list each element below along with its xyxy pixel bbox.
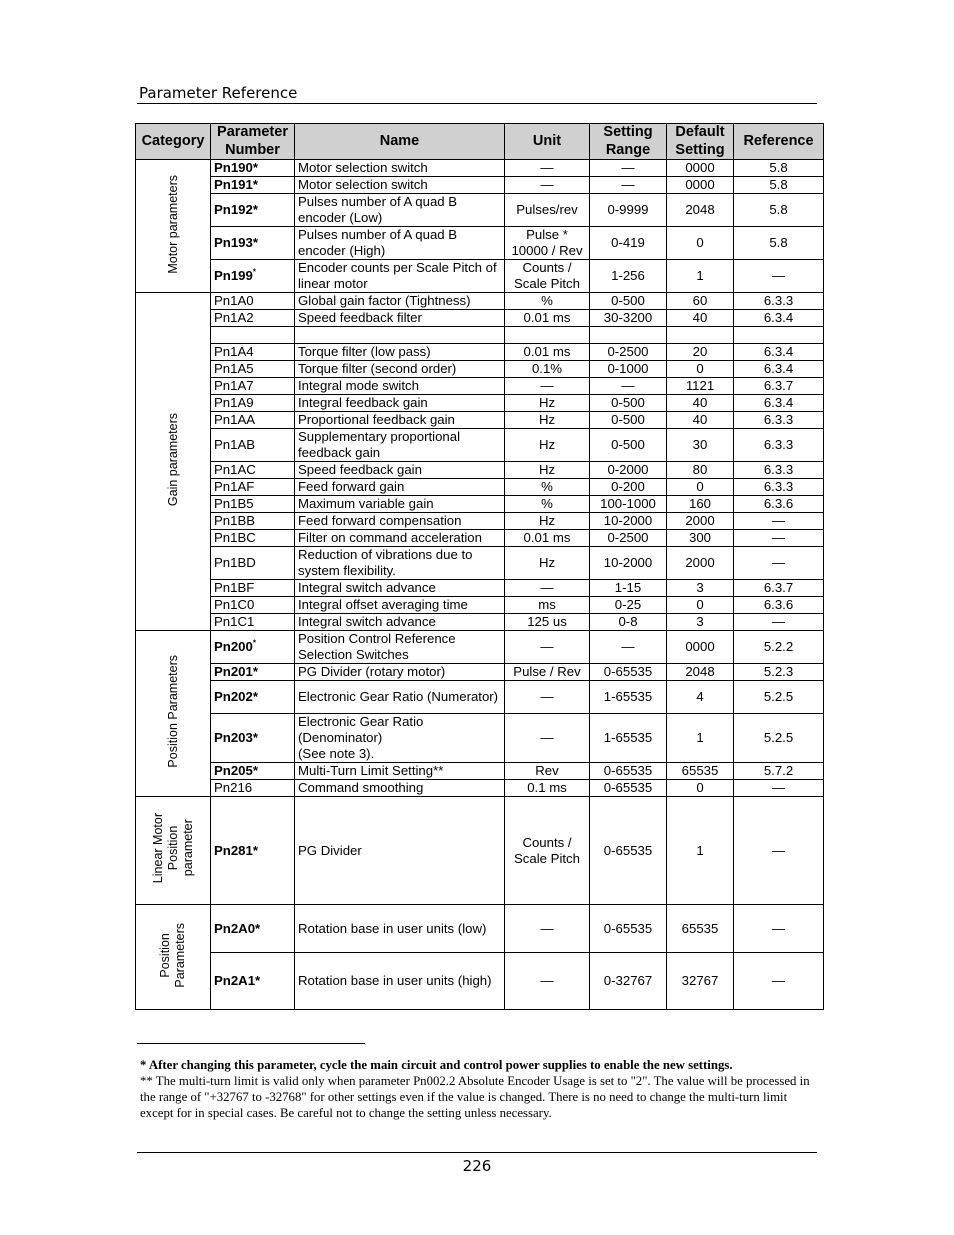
parameter-number-cell [211,361,295,378]
setting-range-cell: 0-419 [590,227,667,260]
parameter-name-cell [295,327,505,344]
default-setting-cell: 0 [667,780,734,797]
table-row [136,681,824,714]
table-row [136,513,824,530]
category-cell [136,905,211,1010]
parameter-number: Pn1A9 [214,395,254,411]
parameter-name-cell: Motor selection switch [295,160,505,177]
footnotes [140,1057,820,1121]
table-row [136,905,824,953]
table-row [136,429,824,462]
table-row [136,953,824,1010]
setting-range-cell: 0-32767 [590,953,667,1010]
parameter-name-cell: Integral mode switch [295,378,505,395]
default-setting-cell: 0000 [667,160,734,177]
default-setting-cell: 0000 [667,177,734,194]
setting-range-cell: — [590,631,667,664]
category-cell [136,631,211,797]
default-setting-cell: 300 [667,530,734,547]
default-setting-cell: 2000 [667,513,734,530]
unit-cell: — [505,631,590,664]
parameter-number: Pn201* [214,664,258,680]
default-setting-cell: 160 [667,496,734,513]
parameter-number-cell [211,327,295,344]
category-label: Position Parameters [165,655,180,768]
table-row [136,361,824,378]
parameter-number: Pn199 [214,268,253,284]
reference-cell: 5.8 [734,160,824,177]
parameter-number-cell [211,378,295,395]
setting-range-cell: 0-25 [590,597,667,614]
setting-range-cell: 30-3200 [590,310,667,327]
reference-cell: 5.2.3 [734,664,824,681]
unit-cell: Hz [505,547,590,580]
unit-cell: 0.01 ms [505,344,590,361]
parameter-name-cell: Supplementary proportional feedback gain [295,429,505,462]
parameter-name-cell: Filter on command acceleration [295,530,505,547]
table-row [136,580,824,597]
setting-range-cell: 0-2500 [590,530,667,547]
parameter-number-cell [211,631,295,664]
parameter-number-cell [211,344,295,361]
parameter-name-cell: Encoder counts per Scale Pitch of linear motor [295,260,505,293]
table-row [136,310,824,327]
default-setting-cell: 1121 [667,378,734,395]
table-row [136,614,824,631]
table-row [136,160,824,177]
footer-rule [137,1152,817,1153]
setting-range-cell: — [590,160,667,177]
setting-range-cell: — [590,378,667,395]
unit-cell: Hz [505,429,590,462]
parameter-name-cell: Feed forward gain [295,479,505,496]
default-setting-cell: 40 [667,395,734,412]
page-number: 226 [462,1157,492,1175]
parameter-name-cell: Motor selection switch [295,177,505,194]
table-row [136,780,824,797]
table-row [136,714,824,763]
col-header-category: Category [136,124,211,160]
reference-cell: — [734,513,824,530]
default-setting-cell: 32767 [667,953,734,1010]
unit-cell: 0.1% [505,361,590,378]
category-label: Position Parameters [158,922,187,988]
parameter-number-cell [211,260,295,293]
setting-range-cell: 0-500 [590,293,667,310]
unit-cell: — [505,580,590,597]
reference-cell: — [734,614,824,631]
unit-cell: % [505,293,590,310]
parameter-number: Pn205* [214,763,258,779]
parameter-name-cell: Position Control Reference Selection Switches [295,631,505,664]
table-row [136,631,824,664]
parameter-number: Pn191* [214,177,258,193]
reference-cell: — [734,905,824,953]
parameter-name-cell: PG Divider [295,797,505,905]
parameter-number: Pn202* [214,689,258,705]
col-header-parameter-number: Parameter Number [211,124,295,160]
default-setting-cell: 0000 [667,631,734,664]
setting-range-cell: 1-256 [590,260,667,293]
reference-cell: — [734,953,824,1010]
table-row [136,496,824,513]
parameter-number: Pn2A1* [214,973,261,989]
reference-cell: 5.8 [734,227,824,260]
unit-cell [505,327,590,344]
table-row [136,547,824,580]
reference-cell: 6.3.3 [734,412,824,429]
parameter-number: Pn192* [214,202,258,218]
parameter-number-cell [211,580,295,597]
parameter-name-cell: PG Divider (rotary motor) [295,664,505,681]
parameter-number: Pn1AF [214,479,255,495]
parameter-number-cell [211,763,295,780]
reference-cell: 5.2.5 [734,714,824,763]
parameter-number-asterisk: * [252,267,256,277]
parameter-name-cell: Integral switch advance [295,580,505,597]
reference-cell: 5.2.5 [734,681,824,714]
default-setting-cell: 1 [667,714,734,763]
default-setting-cell: 20 [667,344,734,361]
unit-cell: — [505,378,590,395]
parameter-number: Pn1A2 [214,310,254,326]
setting-range-cell: 0-65535 [590,664,667,681]
table-row [136,597,824,614]
setting-range-cell: 0-500 [590,412,667,429]
category-cell [136,797,211,905]
parameter-number-cell [211,395,295,412]
setting-range-cell: 0-1000 [590,361,667,378]
setting-range-cell: 100-1000 [590,496,667,513]
footnote-restart: * After changing this parameter, cycle the main circuit and control power supplies to enable the new settings. [140,1058,733,1072]
parameter-number-cell [211,160,295,177]
parameter-number-cell [211,953,295,1010]
parameter-number-cell [211,177,295,194]
unit-cell: % [505,496,590,513]
parameter-number: Pn281* [214,842,258,858]
parameter-number: Pn1AB [214,437,256,453]
parameter-number: Pn1A0 [214,293,254,309]
parameter-name-cell: Speed feedback gain [295,462,505,479]
category-label: Linear Motor Position parameter [150,813,195,884]
table-row [136,260,824,293]
parameter-number: Pn203* [214,730,258,746]
reference-cell: 5.7.2 [734,763,824,780]
default-setting-cell: 0 [667,227,734,260]
parameter-number-asterisk: * [252,638,256,648]
parameter-name-cell: Pulses number of A quad B encoder (Low) [295,194,505,227]
parameter-number-cell [211,664,295,681]
setting-range-cell: 1-65535 [590,681,667,714]
category-cell [136,293,211,631]
reference-cell: 6.3.4 [734,395,824,412]
parameter-number-cell [211,530,295,547]
col-header-unit: Unit [505,124,590,160]
reference-cell: — [734,797,824,905]
table-row [136,412,824,429]
unit-cell: — [505,953,590,1010]
parameter-name-cell: Integral feedback gain [295,395,505,412]
parameter-number: Pn1A4 [214,344,254,360]
reference-cell: 6.3.6 [734,496,824,513]
default-setting-cell: 1 [667,260,734,293]
reference-cell: 6.3.3 [734,479,824,496]
parameter-name-cell: Torque filter (second order) [295,361,505,378]
reference-cell: 6.3.4 [734,344,824,361]
parameter-name-cell: Proportional feedback gain [295,412,505,429]
setting-range-cell: 1-15 [590,580,667,597]
setting-range-cell: 0-65535 [590,797,667,905]
unit-cell: — [505,905,590,953]
parameter-number-cell [211,513,295,530]
parameter-number-cell [211,429,295,462]
reference-cell: 5.8 [734,194,824,227]
reference-cell: 6.3.4 [734,361,824,378]
reference-cell: 5.2.2 [734,631,824,664]
parameter-number: Pn1A7 [214,378,254,394]
parameter-name-cell: Command smoothing [295,780,505,797]
parameter-name-cell: Global gain factor (Tightness) [295,293,505,310]
unit-cell: Hz [505,395,590,412]
table-row [136,479,824,496]
setting-range-cell: 0-2000 [590,462,667,479]
parameter-name-cell: Reduction of vibrations due to system flexibility. [295,547,505,580]
default-setting-cell: 2000 [667,547,734,580]
col-header-reference: Reference [734,124,824,160]
parameter-number: Pn2A0* [214,920,261,936]
parameter-number-cell [211,714,295,763]
table-row [136,293,824,310]
default-setting-cell: 40 [667,310,734,327]
parameter-name-cell: Integral offset averaging time [295,597,505,614]
header-rule [137,103,817,104]
parameter-number: Pn1B5 [214,496,254,512]
parameter-name-cell: Pulses number of A quad B encoder (High) [295,227,505,260]
footnote-multiturn: ** The multi-turn limit is valid only when parameter Pn002.2 Absolute Encoder Usage is set to "2". The value will be processed in the range of "+32767 to -32768" for other settings even if the value is changed. There is no need to change the multi-turn limit except for in special cases. Be careful not to change the setting unless necessary. [140,1074,810,1120]
col-header-setting-range: Setting Range [590,124,667,160]
parameter-number: Pn193* [214,235,258,251]
parameter-number-cell [211,310,295,327]
reference-cell: — [734,780,824,797]
parameter-name-cell: Multi-Turn Limit Setting** [295,763,505,780]
default-setting-cell: 30 [667,429,734,462]
parameter-number-cell [211,905,295,953]
default-setting-cell: 1 [667,797,734,905]
reference-cell: 6.3.4 [734,310,824,327]
parameter-name-cell: Feed forward compensation [295,513,505,530]
default-setting-cell: 2048 [667,194,734,227]
setting-range-cell: 0-65535 [590,905,667,953]
parameter-number-cell [211,293,295,310]
category-label: Gain parameters [165,413,180,507]
unit-cell: ms [505,597,590,614]
unit-cell: Counts / Scale Pitch [505,797,590,905]
parameter-name-cell: Integral switch advance [295,614,505,631]
parameter-number-cell [211,479,295,496]
reference-cell: 6.3.3 [734,429,824,462]
unit-cell: Hz [505,462,590,479]
parameter-number-cell [211,780,295,797]
category-cell [136,160,211,293]
unit-cell: 0.1 ms [505,780,590,797]
reference-cell: 6.3.7 [734,378,824,395]
table-row [136,763,824,780]
parameter-name-cell: Electronic Gear Ratio (Denominator) (See note 3). [295,714,505,763]
parameter-number: Pn1AC [214,462,256,478]
setting-range-cell: — [590,177,667,194]
unit-cell: Rev [505,763,590,780]
footnote-rule [137,1043,365,1044]
parameter-number: Pn1BF [214,580,255,596]
default-setting-cell: 0 [667,479,734,496]
setting-range-cell: 10-2000 [590,513,667,530]
parameter-number-cell [211,547,295,580]
parameter-name-cell: Rotation base in user units (low) [295,905,505,953]
reference-cell: 6.3.3 [734,462,824,479]
reference-cell: 5.8 [734,177,824,194]
default-setting-cell: 0 [667,597,734,614]
parameter-table [135,123,824,1010]
parameter-number: Pn1AA [214,412,256,428]
unit-cell: % [505,479,590,496]
setting-range-cell: 0-500 [590,429,667,462]
reference-cell: 6.3.6 [734,597,824,614]
parameter-name-cell: Torque filter (low pass) [295,344,505,361]
default-setting-cell: 2048 [667,664,734,681]
parameter-number: Pn1C0 [214,597,255,613]
parameter-number: Pn1C1 [214,614,255,630]
setting-range-cell: 0-200 [590,479,667,496]
parameter-number-cell [211,496,295,513]
table-row [136,462,824,479]
unit-cell: Hz [505,412,590,429]
unit-cell: Counts / Scale Pitch [505,260,590,293]
table-row [136,177,824,194]
setting-range-cell: 0-2500 [590,344,667,361]
parameter-number: Pn1BD [214,555,256,571]
table-row [136,530,824,547]
unit-cell: 125 us [505,614,590,631]
unit-cell: 0.01 ms [505,530,590,547]
default-setting-cell: 40 [667,412,734,429]
unit-cell: Pulse / Rev [505,664,590,681]
table-row [136,327,824,344]
parameter-number-cell [211,227,295,260]
table-row [136,664,824,681]
table-row [136,378,824,395]
unit-cell: — [505,160,590,177]
setting-range-cell: 0-65535 [590,780,667,797]
parameter-number: Pn1A5 [214,361,254,377]
parameter-number-cell [211,462,295,479]
setting-range-cell: 10-2000 [590,547,667,580]
default-setting-cell: 80 [667,462,734,479]
setting-range-cell: 0-9999 [590,194,667,227]
parameter-number: Pn190* [214,160,258,176]
parameter-name-cell: Maximum variable gain [295,496,505,513]
default-setting-cell: 0 [667,361,734,378]
default-setting-cell: 65535 [667,905,734,953]
parameter-name-cell: Rotation base in user units (high) [295,953,505,1010]
parameter-number-cell [211,681,295,714]
setting-range-cell: 0-500 [590,395,667,412]
page-header-title: Parameter Reference [139,84,298,102]
unit-cell: — [505,681,590,714]
parameter-name-cell: Speed feedback filter [295,310,505,327]
default-setting-cell: 4 [667,681,734,714]
default-setting-cell: 3 [667,614,734,631]
table-row [136,344,824,361]
reference-cell: — [734,260,824,293]
reference-cell: — [734,547,824,580]
parameter-number-cell [211,194,295,227]
default-setting-cell: 65535 [667,763,734,780]
parameter-number-cell [211,597,295,614]
category-label: Motor parameters [165,174,180,274]
table-row [136,227,824,260]
reference-cell: 6.3.3 [734,293,824,310]
unit-cell: 0.01 ms [505,310,590,327]
unit-cell: — [505,177,590,194]
parameter-number: Pn216 [214,780,253,796]
setting-range-cell [590,327,667,344]
default-setting-cell [667,327,734,344]
table-row [136,194,824,227]
table-row [136,797,824,905]
setting-range-cell: 0-8 [590,614,667,631]
parameter-number: Pn200 [214,639,253,655]
parameter-name-cell: Electronic Gear Ratio (Numerator) [295,681,505,714]
reference-cell: — [734,530,824,547]
setting-range-cell: 0-65535 [590,763,667,780]
table-row [136,395,824,412]
parameter-number: Pn1BB [214,513,256,529]
unit-cell: Pulses/rev [505,194,590,227]
default-setting-cell: 3 [667,580,734,597]
parameter-number-cell [211,614,295,631]
unit-cell: — [505,714,590,763]
col-header-default-setting: Default Setting [667,124,734,160]
reference-cell [734,327,824,344]
table-body [136,160,824,1010]
reference-cell: 6.3.7 [734,580,824,597]
unit-cell: Hz [505,513,590,530]
parameter-number-cell [211,412,295,429]
parameter-number-cell [211,797,295,905]
parameter-number: Pn1BC [214,530,256,546]
setting-range-cell: 1-65535 [590,714,667,763]
default-setting-cell: 60 [667,293,734,310]
table-header-row [136,124,824,160]
col-header-name: Name [295,124,505,160]
unit-cell: Pulse * 10000 / Rev [505,227,590,260]
